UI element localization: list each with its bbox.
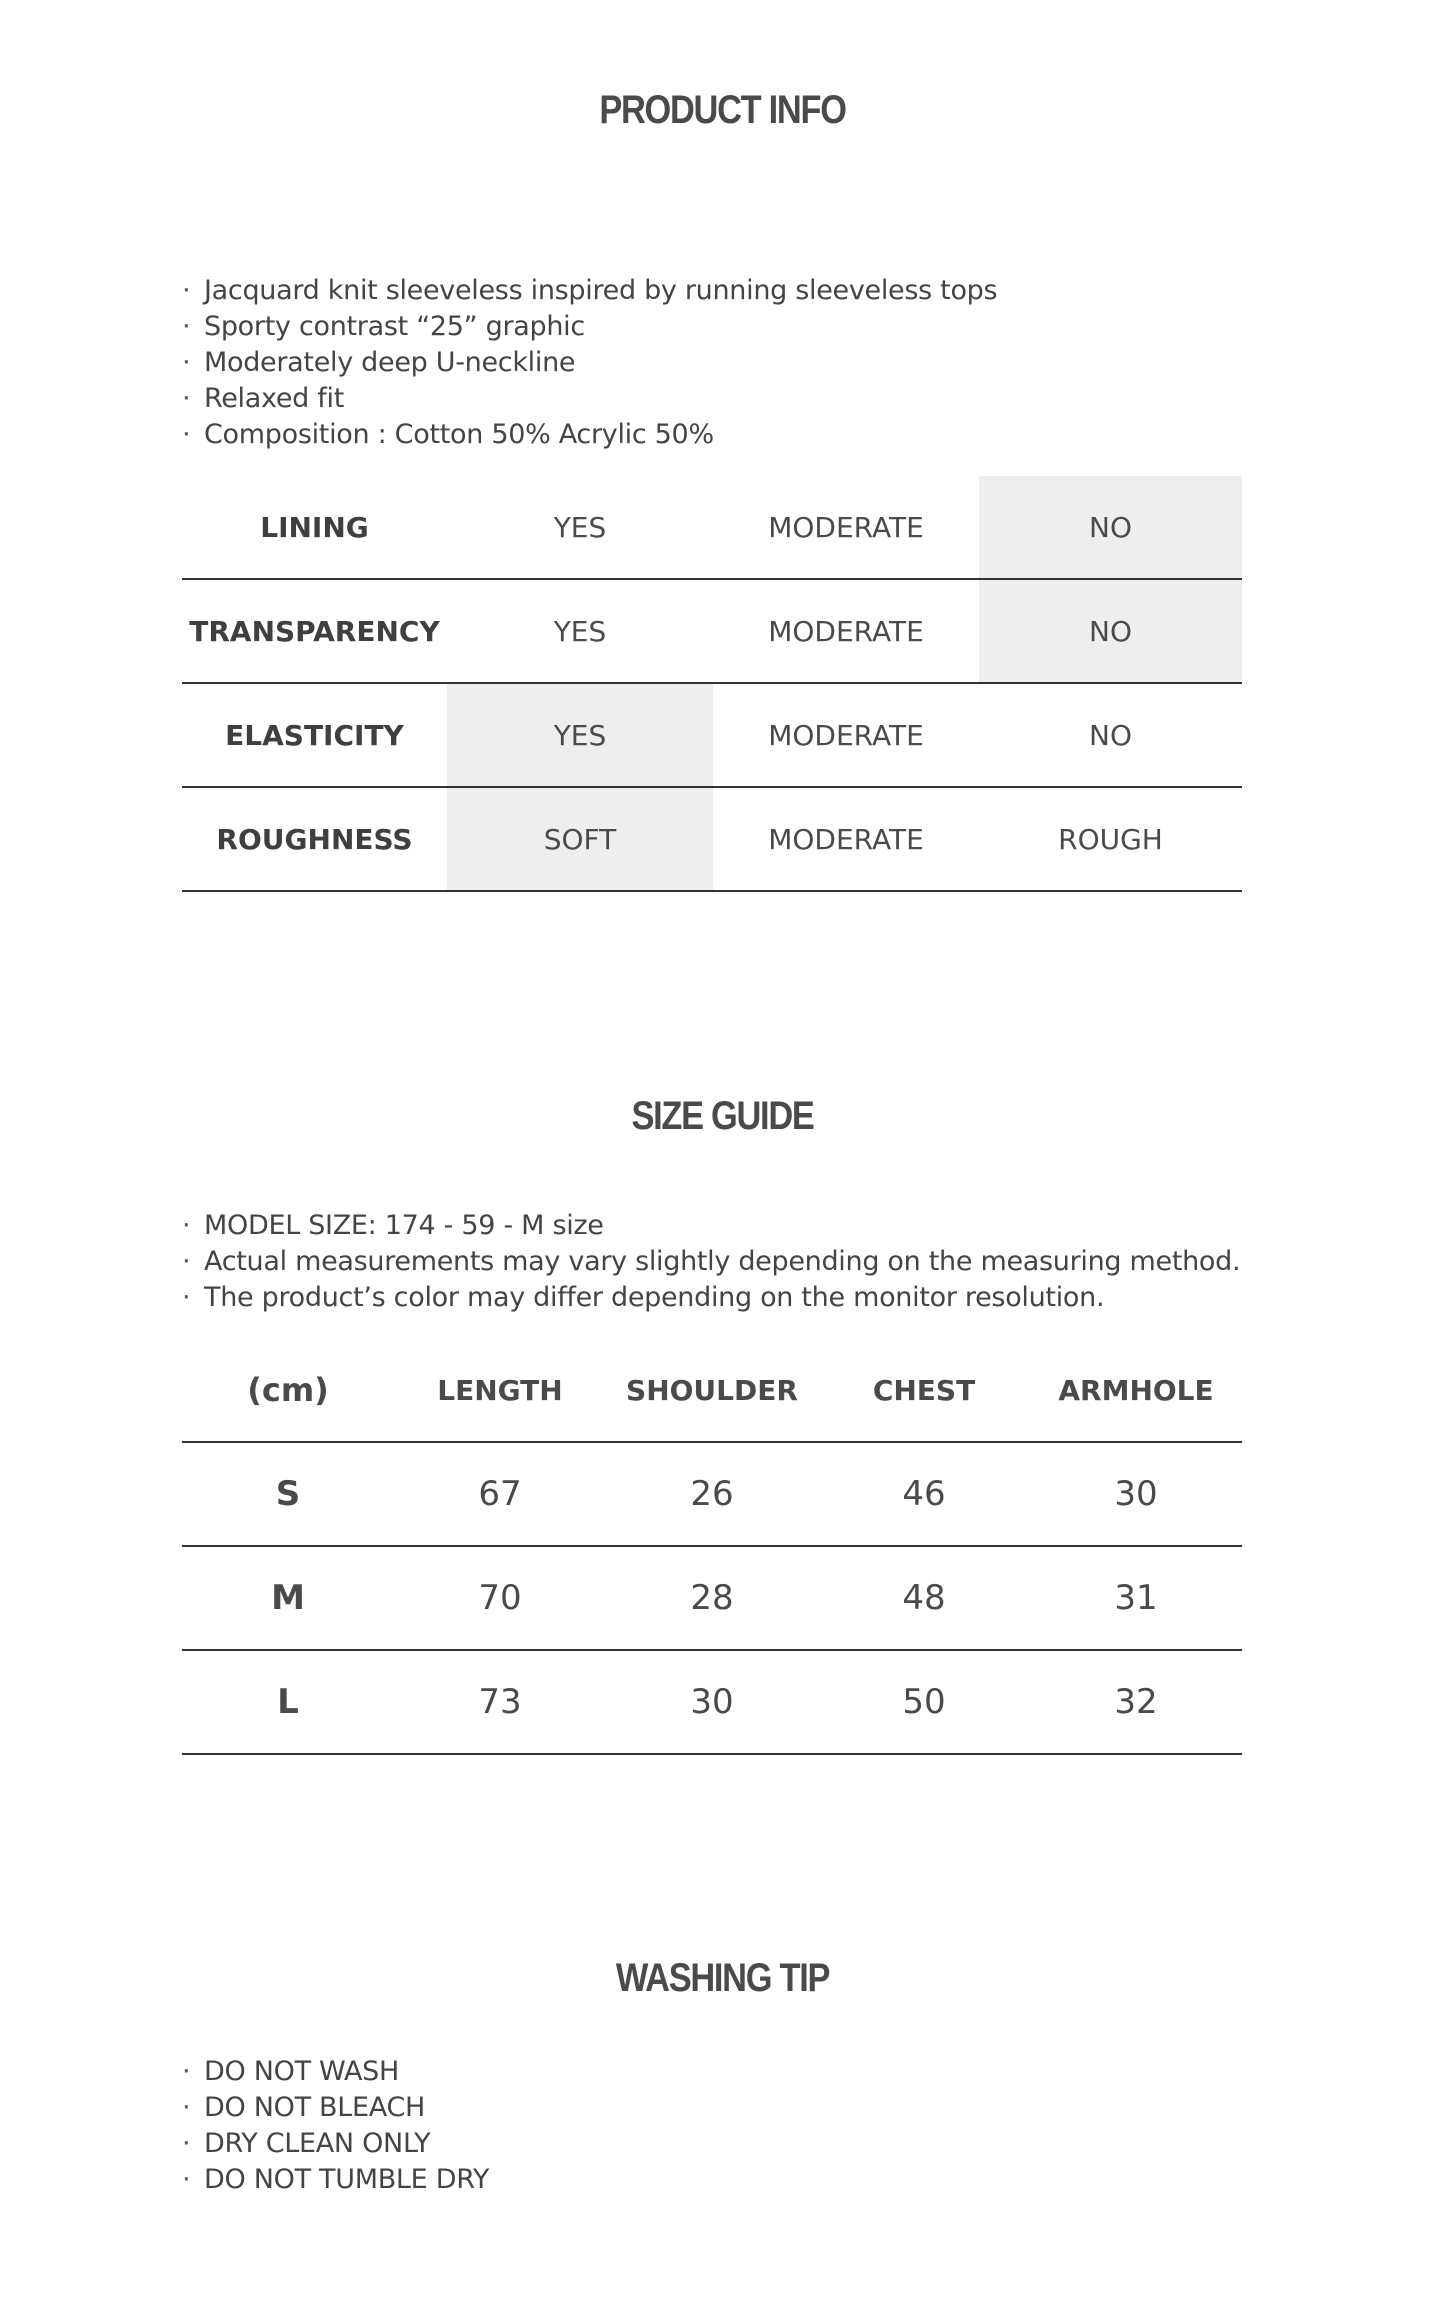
table-cell: 31 [1114, 1578, 1158, 1618]
washing-tip-title: WASHING TIP [615, 1956, 830, 2000]
table-cell: 48 [902, 1578, 946, 1618]
list-item: · Jacquard knit sleeveless inspired by running sleeveless tops [182, 275, 998, 306]
list-item: · DO NOT WASH [182, 2056, 399, 2087]
table-cell: 73 [478, 1682, 522, 1722]
list-item: · Composition : Cotton 50% Acrylic 50% [182, 419, 714, 450]
attribute-option: MODERATE [768, 614, 924, 648]
table-cell: 46 [902, 1474, 946, 1514]
size-label: S [275, 1474, 301, 1514]
list-item: · DO NOT TUMBLE DRY [182, 2164, 490, 2195]
attribute-row-lining [182, 476, 1242, 580]
list-item: · DO NOT BLEACH [182, 2092, 426, 2123]
attribute-row-transparency [182, 580, 1242, 684]
list-item: · Sporty contrast “25” graphic [182, 311, 585, 342]
column-header: SHOULDER [626, 1373, 798, 1407]
product-attributes-table [182, 476, 1242, 892]
table-row [182, 1547, 1242, 1651]
attribute-option: MODERATE [768, 510, 924, 544]
attribute-option-selected: NO [979, 580, 1242, 682]
size-table [182, 1339, 1242, 1755]
size-table-header [182, 1339, 1242, 1443]
size-label: L [277, 1682, 299, 1722]
table-cell: 28 [690, 1578, 734, 1618]
attribute-option-selected: SOFT [447, 788, 713, 890]
table-cell: 26 [690, 1474, 734, 1514]
attribute-option: NO [1089, 718, 1132, 752]
product-info-title: PRODUCT INFO [599, 88, 846, 132]
attribute-label: ELASTICITY [225, 718, 404, 752]
table-cell: 67 [478, 1474, 522, 1514]
list-item: · DRY CLEAN ONLY [182, 2128, 431, 2159]
attribute-option-selected: NO [979, 476, 1242, 578]
attribute-label: TRANSPARENCY [189, 614, 440, 648]
column-header: ARMHOLE [1058, 1373, 1214, 1407]
attribute-option: ROUGH [1058, 822, 1163, 856]
table-cell: 50 [902, 1682, 946, 1722]
list-item: · Actual measurements may vary slightly depending on the measuring method. [182, 1246, 1241, 1277]
attribute-option: MODERATE [768, 718, 924, 752]
attribute-label: LINING [260, 510, 369, 544]
unit-label: (cm) [247, 1371, 329, 1409]
column-header: CHEST [872, 1373, 976, 1407]
attribute-option: YES [553, 614, 607, 648]
product-info-bullets [182, 273, 997, 453]
table-cell: 30 [690, 1682, 734, 1722]
attribute-label: ROUGHNESS [216, 822, 413, 856]
attribute-row-elasticity [182, 684, 1242, 788]
attribute-option-selected: YES [447, 684, 713, 786]
attribute-option: YES [553, 510, 607, 544]
table-cell: 30 [1114, 1474, 1158, 1514]
table-cell: 70 [478, 1578, 522, 1618]
size-guide-bullets [182, 1208, 1240, 1316]
list-item: · Moderately deep U-neckline [182, 347, 576, 378]
table-cell: 32 [1114, 1682, 1158, 1722]
column-header: LENGTH [437, 1373, 563, 1407]
size-label: M [271, 1578, 305, 1618]
washing-tip-bullets [182, 2054, 489, 2198]
attribute-option: MODERATE [768, 822, 924, 856]
attribute-row-roughness [182, 788, 1242, 892]
table-row [182, 1651, 1242, 1755]
size-guide-title: SIZE GUIDE [631, 1094, 814, 1138]
list-item: · The product’s color may differ depending on the monitor resolution. [182, 1282, 1105, 1313]
list-item: · MODEL SIZE: 174 - 59 - M size [182, 1210, 604, 1241]
list-item: · Relaxed fit [182, 383, 344, 414]
table-row [182, 1443, 1242, 1547]
